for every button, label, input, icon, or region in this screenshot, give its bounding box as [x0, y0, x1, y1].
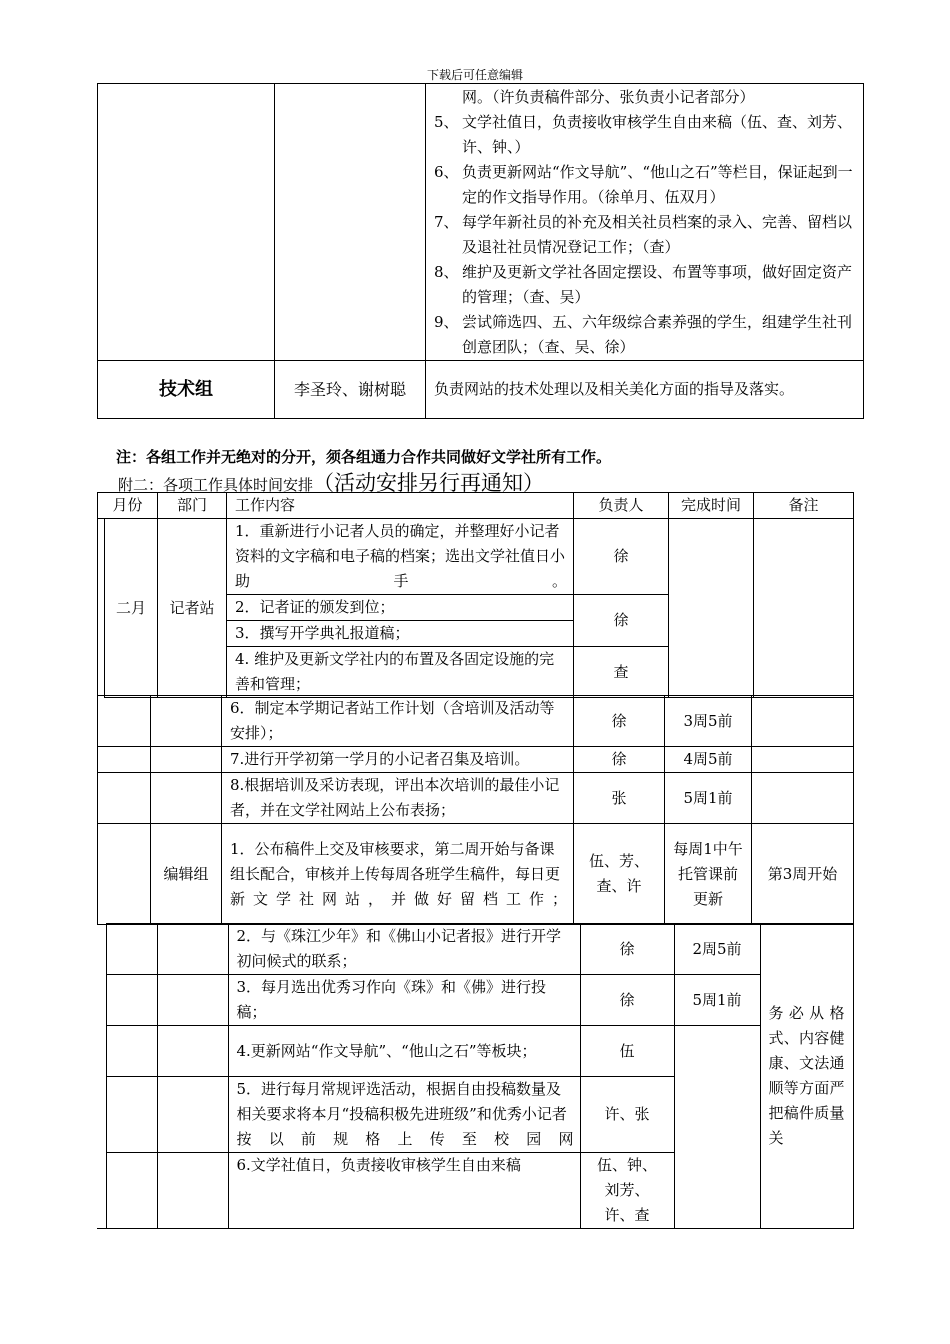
person-e1: 伍、芳、查、许 — [574, 824, 665, 925]
empty-month — [106, 924, 157, 975]
task-e5: 5．进行每月常规评选活动，根据自由投稿数量及相关要求将本月“投稿积极先进班级”和优秀小记者按以前规格上传至校园网 — [228, 1077, 580, 1153]
person-r6: 徐 — [574, 696, 665, 747]
empty-dept — [157, 1153, 228, 1229]
tech-group-name: 技术组 — [98, 361, 275, 419]
dept-reporter: 记者站 — [158, 519, 227, 698]
person-e6: 伍、钟、刘芳、许、查 — [580, 1153, 674, 1229]
person-e2: 徐 — [580, 924, 674, 975]
task-e2: 2．与《珠江少年》和《佛山小记者报》进行开学初问候式的联系； — [228, 924, 580, 975]
page-header: 下载后可任意编辑 — [426, 68, 523, 82]
person-e5: 许、张 — [580, 1077, 674, 1153]
empty-dept — [157, 1026, 228, 1077]
schedule-table-a — [97, 492, 854, 698]
col-time: 完成时间 — [669, 493, 754, 519]
duty-table — [97, 83, 864, 419]
col-dept: 部门 — [158, 493, 227, 519]
empty-month — [98, 773, 151, 824]
task-e6: 6.文学社值日，负责接收审核学生自由来稿 — [228, 1153, 580, 1229]
empty-month — [106, 1077, 157, 1153]
task-e1: 1．公布稿件上交及审核要求，第二周开始与备课组长配合，审核并上传每周各班学生稿件，每日更新文学社网站，并做好留档工作； — [222, 824, 574, 925]
note-r6 — [752, 696, 854, 747]
appendix-title: 附二：各项工作具体时间安排（活动安排另行再通知） — [118, 471, 545, 495]
note-r8 — [752, 773, 854, 824]
note-r7 — [752, 747, 854, 773]
person-r7: 徐 — [574, 747, 665, 773]
time-r7: 4周5前 — [665, 747, 752, 773]
col-person: 负责人 — [574, 493, 669, 519]
note-e1: 第3周开始 — [752, 824, 854, 925]
task-r6: 6．制定本学期记者站工作计划（含培训及活动等安排）； — [222, 696, 574, 747]
group-cell — [98, 84, 275, 361]
duty-item: 5、 文学社值日，负责接收审核学生自由来稿（伍、查、刘芳、许、钟、） — [434, 113, 853, 156]
month-cell: 二月 — [105, 519, 158, 698]
time-r8: 5周1前 — [665, 773, 752, 824]
duty-item: 6、 负责更新网站“作文导航”、“他山之石”等栏目，保证起到一定的作文指导作用。（徐单月、伍双月） — [434, 163, 853, 206]
task-r4: 4. 维护及更新文学社内的布置及各固定设施的完善和管理； — [227, 647, 574, 698]
tech-duty: 负责网站的技术处理以及相关美化方面的指导及落实。 — [426, 361, 864, 419]
duty-item: 网。（许负责稿件部分、张负责小记者部分） — [462, 88, 755, 106]
person-r1: 徐 — [574, 519, 669, 595]
quality-note: 务必从格式、内容健康、文法通顺等方面严把稿件质量关 — [760, 924, 853, 1229]
task-e4: 4.更新网站“作文导航”、“他山之石”等板块； — [228, 1026, 580, 1077]
empty-dept — [151, 773, 222, 824]
schedule-table-b — [97, 695, 854, 925]
time-e2: 2周5前 — [674, 924, 760, 975]
tech-members: 李圣玲、谢树聪 — [275, 361, 426, 419]
spacer — [97, 924, 106, 1229]
empty-dept — [157, 924, 228, 975]
dept-editor: 编辑组 — [151, 824, 222, 925]
empty-month — [106, 1026, 157, 1077]
task-r2: 2．记者证的颁发到位； — [227, 595, 574, 621]
duties-cell — [426, 84, 864, 361]
empty-month — [106, 1153, 157, 1229]
task-r1: 1．重新进行小记者人员的确定，并整理好小记者资料的文字稿和电子稿的档案；选出文学社值日小助手。 — [227, 519, 574, 595]
empty-dept — [151, 747, 222, 773]
empty-dept — [157, 1077, 228, 1153]
task-r3: 3．撰写开学典礼报道稿； — [227, 621, 574, 647]
person-e3: 徐 — [580, 975, 674, 1026]
duty-item: 9、 尝试筛选四、五、六年级综合素养强的学生，组建学生社刊创意团队；（查、吴、徐） — [434, 313, 853, 356]
time-empty — [674, 1026, 760, 1229]
duty-item: 8、 维护及更新文学社各固定摆设、布置等事项，做好固定资产的管理；（查、吴） — [434, 263, 853, 306]
person-r2: 徐 — [574, 595, 669, 647]
task-e3: 3．每月选出优秀习作向《珠》和《佛》进行投稿； — [228, 975, 580, 1026]
note-empty — [754, 519, 854, 698]
empty-month — [98, 824, 151, 925]
time-e1: 每周1中午托管课前更新 — [665, 824, 752, 925]
time-e3: 5周1前 — [674, 975, 760, 1026]
members-cell — [275, 84, 426, 361]
empty-month — [98, 696, 151, 747]
person-e4: 伍 — [580, 1026, 674, 1077]
empty-month — [98, 747, 151, 773]
person-r4: 查 — [574, 647, 669, 698]
schedule-table-c — [97, 923, 854, 1229]
empty-dept — [157, 975, 228, 1026]
time-empty — [669, 519, 754, 698]
empty-dept — [151, 696, 222, 747]
time-r6: 3周5前 — [665, 696, 752, 747]
person-r8: 张 — [574, 773, 665, 824]
task-r8: 8.根据培训及采访表现，评出本次培训的最佳小记者，并在文学社网站上公布表扬； — [222, 773, 574, 824]
task-r7: 7.进行开学初第一学月的小记者召集及培训。 — [222, 747, 574, 773]
col-content: 工作内容 — [227, 493, 574, 519]
col-note: 备注 — [754, 493, 854, 519]
note-text: 注：各组工作并无绝对的分开，须各组通力合作共同做好文学社所有工作。 — [116, 448, 612, 466]
col-month: 月份 — [98, 493, 158, 519]
empty-month — [106, 975, 157, 1026]
duty-item: 7、 每学年新社员的补充及相关社员档案的录入、完善、留档以及退社社员情况登记工作；（查） — [434, 213, 853, 256]
spacer — [98, 519, 105, 698]
